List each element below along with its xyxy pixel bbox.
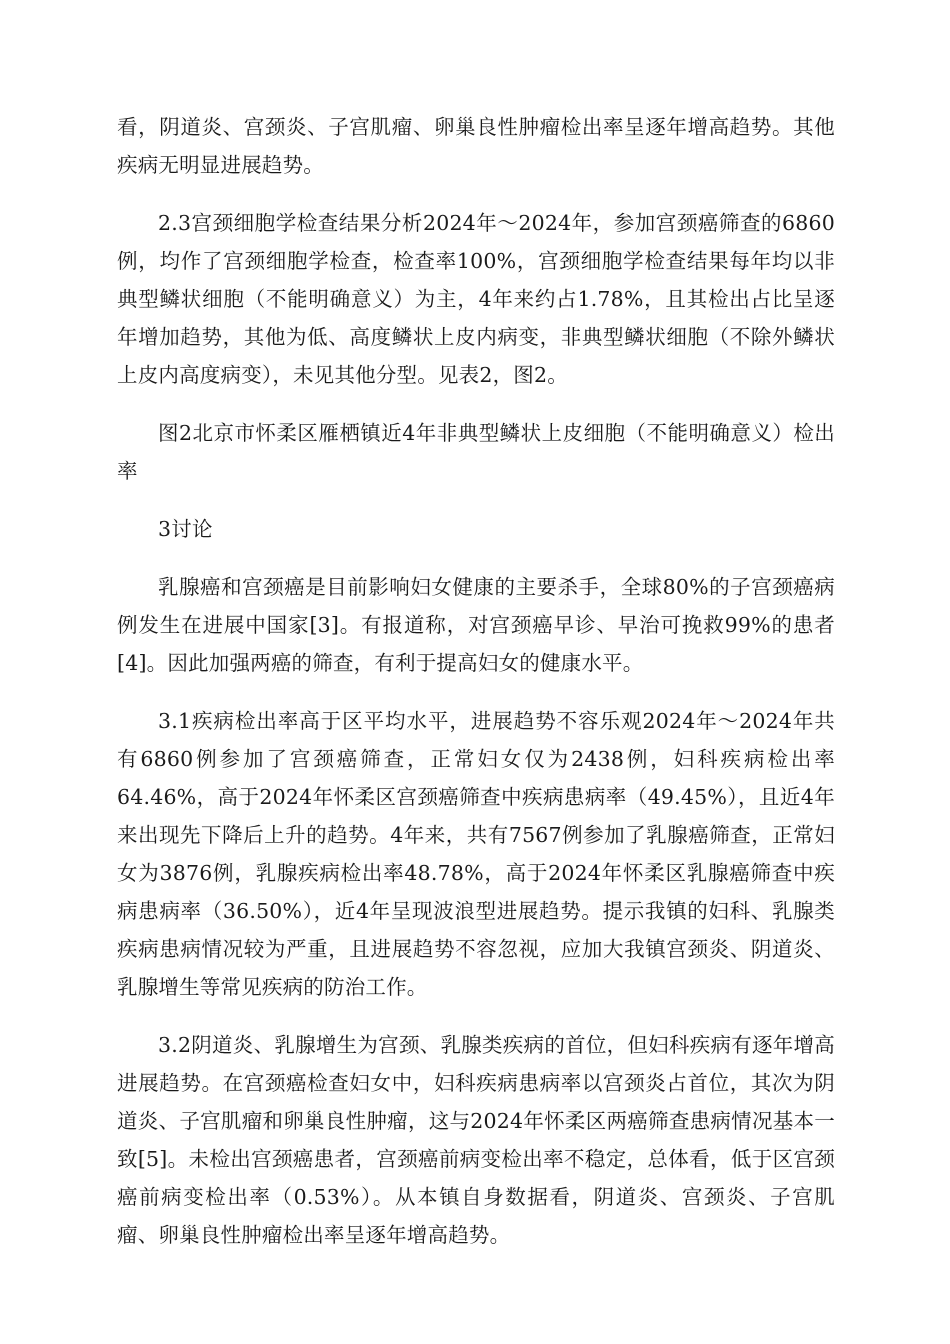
paragraph-section-2-3: 2.3宫颈细胞学检查结果分析2024年～2024年，参加宫颈癌筛查的6860例，均作了宫颈细胞学检查，检查率100%，宫颈细胞学检查结果每年均以非典型鳞状细胞（不能明确意义）为主，4年来约占1.78%，且其检出占比呈逐年增加趋势，其他为低、高度鳞状上皮内病变，非典型鳞状细胞（不除外鳞状上皮内高度病变），未见其他分型。见表2，图2。 — [117, 211, 835, 387]
document-body — [117, 108, 835, 1274]
figure-caption: 图2北京市怀柔区雁栖镇近4年非典型鳞状上皮细胞（不能明确意义）检出率 — [117, 421, 835, 483]
section-heading-discussion: 3讨论 — [158, 517, 213, 541]
paragraph-section-3-1: 3.1疾病检出率高于区平均水平，进展趋势不容乐观2024年～2024年共有6860例参加了宫颈癌筛查，正常妇女仅为2438例，妇科疾病检出率64.46%，高于2024年怀柔区宫颈癌筛查中疾病患病率（49.45%），且近4年来出现先下降后上升的趋势。4年来，共有7567例参加了乳腺癌筛查，正常妇女为3876例，乳腺疾病检出率48.78%，高于2024年怀柔区乳腺癌筛查中疾病患病率（36.50%），近4年呈现波浪型进展趋势。提示我镇的妇科、乳腺类疾病患病情况较为严重，且进展趋势不容忽视，应加大我镇宫颈炎、阴道炎、乳腺增生等常见疾病的防治工作。 — [117, 709, 835, 999]
paragraph-discussion-intro: 乳腺癌和宫颈癌是目前影响妇女健康的主要杀手，全球80%的子宫颈癌病例发生在进展中国家[3]。有报道称，对宫颈癌早诊、早治可挽救99%的患者[4]。因此加强两癌的筛查，有利于提高妇女的健康水平。 — [117, 575, 835, 675]
paragraph-section-3-2: 3.2阴道炎、乳腺增生为宫颈、乳腺类疾病的首位，但妇科疾病有逐年增高进展趋势。在宫颈癌检查妇女中，妇科疾病患病率以宫颈炎占首位，其次为阴道炎、子宫肌瘤和卵巢良性肿瘤，这与2024年怀柔区两癌筛查患病情况基本一致[5]。未检出宫颈癌患者，宫颈癌前病变检出率不稳定，总体看，低于区宫颈癌前病变检出率（0.53%）。从本镇自身数据看，阴道炎、宫颈炎、子宫肌瘤、卵巢良性肿瘤检出率呈逐年增高趋势。 — [117, 1033, 835, 1247]
paragraph-continuation: 看，阴道炎、宫颈炎、子宫肌瘤、卵巢良性肿瘤检出率呈逐年增高趋势。其他疾病无明显进展趋势。 — [117, 115, 835, 177]
